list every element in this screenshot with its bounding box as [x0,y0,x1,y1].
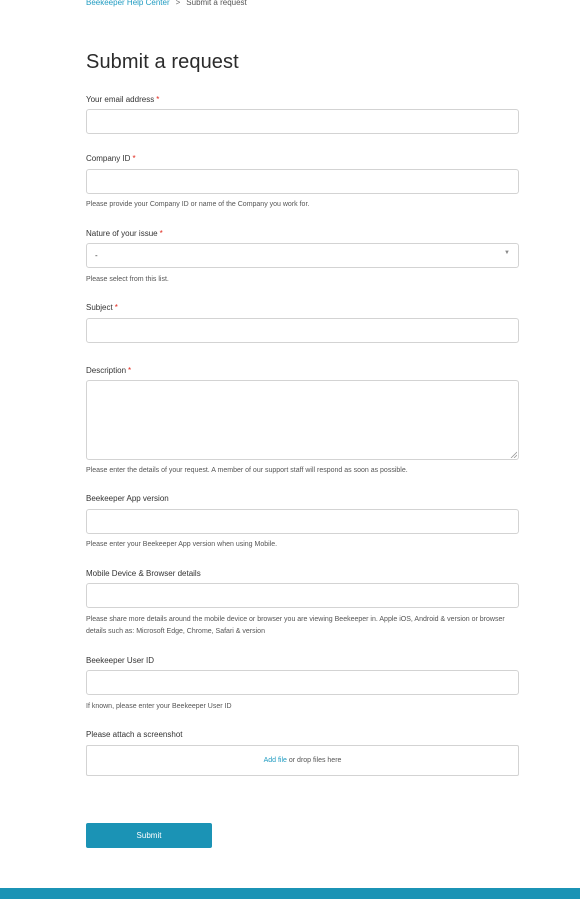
user-id-field[interactable] [86,670,519,695]
subject-label-text: Subject [86,303,113,312]
submit-button[interactable]: Submit [86,823,212,848]
subject-label [86,303,118,312]
device-hint: Please share more details around the mobile device or browser you are viewing Beekeeper in. Apple iOS, Android & version or browser details such as: Microsoft Edge, Chrome, Safari & version [86,616,505,635]
breadcrumb-current: Submit a request [186,0,247,7]
email-label [86,95,159,104]
drop-files-text: or drop files here [288,757,342,764]
user-id-hint: If known, please enter your Beekeeper User ID [86,703,232,710]
email-label-text: Your email address [86,95,155,104]
footer-bar [0,888,580,899]
chevron-down-icon: ▼ [504,250,510,256]
page-title: Submit a request [86,51,239,73]
description-hint: Please enter the details of your request. A member of our support staff will respond as soon as possible. [86,467,408,474]
user-id-label: Beekeeper User ID [86,656,155,665]
company-id-label [86,154,136,163]
resize-handle-icon[interactable] [510,451,517,458]
company-id-label-text: Company ID [86,154,131,163]
required-marker: * [159,229,163,238]
device-field[interactable] [86,583,519,608]
required-marker: * [114,303,118,312]
device-label: Mobile Device & Browser details [86,569,201,578]
issue-label [86,229,163,238]
attachment-label: Please attach a screenshot [86,730,183,739]
app-version-hint: Please enter your Beekeeper App version when using Mobile. [86,541,278,548]
required-marker: * [156,95,160,104]
email-field[interactable] [86,109,519,134]
required-marker: * [132,154,136,163]
issue-selected-value: - [95,251,98,260]
description-label-text: Description [86,366,127,375]
subject-field[interactable] [86,318,519,343]
description-label [86,366,131,375]
description-textarea[interactable] [86,380,519,460]
app-version-field[interactable] [86,509,519,534]
breadcrumb-separator: > [175,0,181,7]
breadcrumb-home-link[interactable]: Beekeeper Help Center [86,0,170,7]
file-dropzone[interactable] [86,745,519,776]
add-file-link[interactable]: Add file [263,757,287,764]
required-marker: * [128,366,132,375]
company-id-field[interactable] [86,169,519,194]
breadcrumb [86,0,247,7]
issue-label-text: Nature of your issue [86,229,158,238]
app-version-label: Beekeeper App version [86,494,169,503]
issue-hint: Please select from this list. [86,276,169,283]
company-id-hint: Please provide your Company ID or name of the Company you work for. [86,201,310,208]
issue-select[interactable] [86,243,519,268]
